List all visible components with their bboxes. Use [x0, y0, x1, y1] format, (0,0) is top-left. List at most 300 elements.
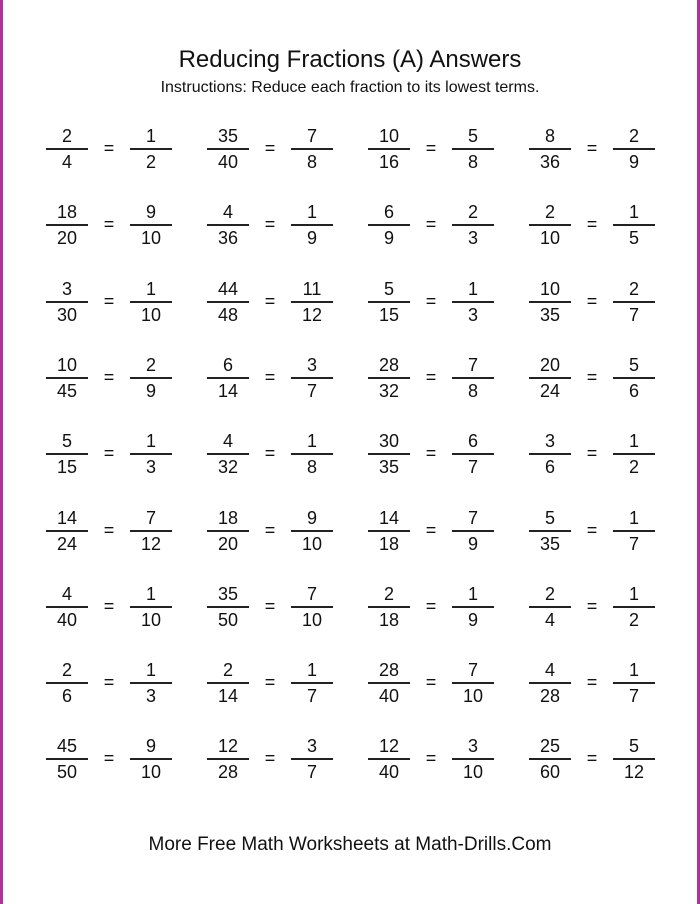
question-fraction-denominator: 36 [217, 227, 239, 248]
question-fraction-denominator: 36 [539, 151, 561, 172]
equals-sign: = [264, 138, 276, 158]
answer-fraction-numerator: 2 [628, 126, 639, 146]
fraction-bar [46, 301, 88, 303]
question-fraction-denominator: 15 [56, 456, 78, 477]
answer-fraction-numerator: 5 [628, 355, 639, 375]
answer-fraction-numerator: 1 [306, 202, 317, 222]
answer-fraction-denominator: 8 [467, 380, 478, 401]
answer-fraction [130, 202, 172, 248]
answer-fraction-denominator: 2 [145, 151, 156, 172]
question-fraction-denominator: 40 [217, 151, 239, 172]
answer-fraction [613, 431, 655, 477]
fraction-bar [207, 301, 249, 303]
question-fraction [529, 584, 571, 630]
fraction-problem [368, 431, 498, 481]
fraction-bar [207, 606, 249, 608]
answer-fraction-denominator: 10 [462, 685, 484, 706]
fraction-bar [207, 224, 249, 226]
answer-fraction-numerator: 7 [306, 584, 317, 604]
fraction-bar [613, 530, 655, 532]
question-fraction-denominator: 32 [378, 380, 400, 401]
fraction-problem [207, 660, 337, 710]
fraction-problem [368, 279, 498, 329]
answer-fraction-numerator: 9 [145, 736, 156, 756]
equals-sign: = [425, 520, 437, 540]
fraction-bar [368, 453, 410, 455]
answer-fraction [291, 279, 333, 325]
question-fraction-numerator: 35 [217, 584, 239, 604]
fraction-bar [46, 530, 88, 532]
answer-fraction-numerator: 1 [467, 279, 478, 299]
question-fraction-numerator: 3 [544, 431, 555, 451]
fraction-bar [46, 377, 88, 379]
answer-fraction-denominator: 3 [145, 685, 156, 706]
equals-sign: = [586, 672, 598, 692]
question-fraction-numerator: 18 [56, 202, 78, 222]
question-fraction [207, 584, 249, 630]
question-fraction-denominator: 35 [539, 304, 561, 325]
fraction-bar [368, 682, 410, 684]
fraction-bar [368, 758, 410, 760]
answer-fraction-numerator: 11 [302, 279, 322, 299]
answer-fraction-denominator: 10 [462, 761, 484, 782]
equals-sign: = [264, 520, 276, 540]
question-fraction-denominator: 6 [61, 685, 72, 706]
fraction-bar [452, 758, 494, 760]
question-fraction-denominator: 9 [383, 227, 394, 248]
question-fraction-numerator: 30 [378, 431, 400, 451]
equals-sign: = [425, 214, 437, 234]
worksheet-instructions: Instructions: Reduce each fraction to its lowest terms. [160, 79, 540, 96]
question-fraction [529, 202, 571, 248]
question-fraction-denominator: 50 [56, 761, 78, 782]
fraction-bar [46, 682, 88, 684]
fraction-bar [452, 682, 494, 684]
fraction-bar [452, 453, 494, 455]
question-fraction [207, 508, 249, 554]
question-fraction-numerator: 4 [544, 660, 555, 680]
question-fraction [207, 202, 249, 248]
question-fraction-numerator: 5 [383, 279, 394, 299]
fraction-bar [529, 606, 571, 608]
answer-fraction [130, 736, 172, 782]
question-fraction [207, 279, 249, 325]
fraction-problem [46, 584, 176, 634]
answer-fraction [452, 279, 494, 325]
fraction-bar [368, 148, 410, 150]
fraction-bar [130, 224, 172, 226]
fraction-bar [291, 530, 333, 532]
question-fraction-numerator: 12 [378, 736, 400, 756]
answer-fraction-denominator: 7 [628, 533, 639, 554]
fraction-problem [529, 736, 659, 786]
fraction-bar [529, 148, 571, 150]
equals-sign: = [425, 596, 437, 616]
equals-sign: = [425, 367, 437, 387]
answer-fraction-denominator: 9 [145, 380, 156, 401]
answer-fraction [452, 584, 494, 630]
question-fraction-denominator: 48 [217, 304, 239, 325]
question-fraction-numerator: 35 [217, 126, 239, 146]
answer-fraction-numerator: 7 [467, 355, 478, 375]
fraction-problem [46, 355, 176, 405]
fraction-bar [207, 758, 249, 760]
question-fraction [529, 431, 571, 477]
answer-fraction-denominator: 8 [467, 151, 478, 172]
fraction-bar [368, 530, 410, 532]
question-fraction [368, 431, 410, 477]
question-fraction-denominator: 24 [539, 380, 561, 401]
answer-fraction-numerator: 1 [628, 584, 639, 604]
equals-sign: = [264, 291, 276, 311]
question-fraction [368, 126, 410, 172]
question-fraction-denominator: 14 [217, 685, 239, 706]
question-fraction-numerator: 25 [539, 736, 561, 756]
equals-sign: = [586, 138, 598, 158]
answer-fraction-numerator: 3 [306, 355, 317, 375]
equals-sign: = [103, 291, 115, 311]
question-fraction-numerator: 10 [539, 279, 561, 299]
question-fraction-numerator: 2 [61, 660, 72, 680]
fraction-bar [613, 301, 655, 303]
equals-sign: = [264, 214, 276, 234]
answer-fraction-numerator: 7 [145, 508, 156, 528]
fraction-problem [529, 279, 659, 329]
answer-fraction-denominator: 2 [628, 609, 639, 630]
fraction-problem [46, 508, 176, 558]
fraction-bar [291, 377, 333, 379]
answer-fraction-denominator: 7 [628, 304, 639, 325]
question-fraction-numerator: 5 [544, 508, 555, 528]
fraction-problem [207, 584, 337, 634]
fraction-bar [207, 453, 249, 455]
answer-fraction [130, 508, 172, 554]
answer-fraction-numerator: 6 [467, 431, 478, 451]
fraction-problem [207, 126, 337, 176]
question-fraction-denominator: 6 [544, 456, 555, 477]
equals-sign: = [103, 748, 115, 768]
fraction-problem [529, 660, 659, 710]
fraction-bar [529, 301, 571, 303]
answer-fraction [291, 355, 333, 401]
answer-fraction [613, 355, 655, 401]
answer-fraction [130, 126, 172, 172]
fraction-bar [529, 453, 571, 455]
question-fraction-denominator: 18 [378, 609, 400, 630]
answer-fraction-numerator: 2 [628, 279, 639, 299]
question-fraction-denominator: 10 [539, 227, 561, 248]
equals-sign: = [103, 443, 115, 463]
answer-fraction-numerator: 7 [467, 508, 478, 528]
question-fraction-numerator: 12 [217, 736, 239, 756]
fraction-bar [130, 530, 172, 532]
question-fraction-numerator: 4 [222, 202, 233, 222]
answer-fraction [613, 126, 655, 172]
answer-fraction-denominator: 10 [140, 609, 162, 630]
answer-fraction-denominator: 8 [306, 456, 317, 477]
question-fraction [207, 355, 249, 401]
question-fraction-denominator: 20 [56, 227, 78, 248]
question-fraction [368, 508, 410, 554]
equals-sign: = [103, 138, 115, 158]
answer-fraction-numerator: 9 [145, 202, 156, 222]
answer-fraction-numerator: 7 [467, 660, 478, 680]
answer-fraction-numerator: 1 [145, 279, 156, 299]
question-fraction-denominator: 28 [217, 761, 239, 782]
fraction-problem [368, 126, 498, 176]
equals-sign: = [425, 443, 437, 463]
fraction-problem [207, 736, 337, 786]
answer-fraction [613, 660, 655, 706]
question-fraction-numerator: 2 [544, 584, 555, 604]
fraction-bar [368, 224, 410, 226]
question-fraction-denominator: 16 [378, 151, 400, 172]
answer-fraction-numerator: 1 [145, 584, 156, 604]
question-fraction [368, 279, 410, 325]
answer-fraction-denominator: 9 [628, 151, 639, 172]
equals-sign: = [586, 367, 598, 387]
answer-fraction-numerator: 9 [306, 508, 317, 528]
worksheet-title: Reducing Fractions (A) Answers [178, 46, 522, 73]
fraction-problem [46, 736, 176, 786]
question-fraction [529, 508, 571, 554]
fraction-bar [452, 530, 494, 532]
question-fraction-denominator: 4 [61, 151, 72, 172]
question-fraction-numerator: 28 [378, 660, 400, 680]
fraction-bar [46, 606, 88, 608]
answer-fraction [291, 508, 333, 554]
answer-fraction-denominator: 12 [301, 304, 323, 325]
equals-sign: = [103, 214, 115, 234]
fraction-problem [368, 584, 498, 634]
question-fraction-denominator: 28 [539, 685, 561, 706]
fraction-problem [529, 584, 659, 634]
question-fraction [529, 126, 571, 172]
answer-fraction-denominator: 2 [628, 456, 639, 477]
fraction-bar [130, 758, 172, 760]
answer-fraction-denominator: 7 [306, 380, 317, 401]
question-fraction-numerator: 10 [378, 126, 400, 146]
question-fraction [46, 660, 88, 706]
fraction-bar [291, 606, 333, 608]
question-fraction [368, 355, 410, 401]
question-fraction [207, 126, 249, 172]
question-fraction-numerator: 2 [383, 584, 394, 604]
fraction-problem [46, 126, 176, 176]
question-fraction-numerator: 3 [61, 279, 72, 299]
question-fraction-numerator: 5 [61, 431, 72, 451]
fraction-bar [452, 301, 494, 303]
question-fraction-numerator: 2 [61, 126, 72, 146]
answer-fraction [613, 584, 655, 630]
question-fraction-numerator: 4 [222, 431, 233, 451]
question-fraction [46, 126, 88, 172]
question-fraction [207, 431, 249, 477]
question-fraction [46, 279, 88, 325]
answer-fraction-denominator: 10 [301, 533, 323, 554]
equals-sign: = [586, 596, 598, 616]
fraction-problem [46, 279, 176, 329]
answer-fraction-numerator: 1 [628, 431, 639, 451]
question-fraction-numerator: 14 [378, 508, 400, 528]
question-fraction [529, 736, 571, 782]
fraction-bar [613, 682, 655, 684]
answer-fraction-denominator: 12 [623, 761, 645, 782]
equals-sign: = [586, 748, 598, 768]
fraction-bar [291, 453, 333, 455]
equals-sign: = [425, 138, 437, 158]
fraction-bar [368, 606, 410, 608]
question-fraction-denominator: 60 [539, 761, 561, 782]
question-fraction-denominator: 4 [544, 609, 555, 630]
fraction-problem [529, 126, 659, 176]
fraction-bar [529, 224, 571, 226]
question-fraction-numerator: 28 [378, 355, 400, 375]
question-fraction [368, 660, 410, 706]
fraction-problem [529, 431, 659, 481]
fraction-bar [368, 301, 410, 303]
answer-fraction-numerator: 1 [145, 660, 156, 680]
answer-fraction [130, 660, 172, 706]
answer-fraction-numerator: 1 [306, 431, 317, 451]
answer-fraction-denominator: 10 [140, 304, 162, 325]
fraction-bar [613, 377, 655, 379]
question-fraction-denominator: 24 [56, 533, 78, 554]
fraction-bar [291, 301, 333, 303]
fraction-problem [529, 202, 659, 252]
question-fraction [368, 202, 410, 248]
answer-fraction [130, 584, 172, 630]
fraction-bar [46, 224, 88, 226]
question-fraction-numerator: 20 [539, 355, 561, 375]
answer-fraction [291, 584, 333, 630]
answer-fraction-denominator: 10 [140, 227, 162, 248]
equals-sign: = [425, 291, 437, 311]
equals-sign: = [103, 672, 115, 692]
fraction-bar [613, 224, 655, 226]
fraction-bar [130, 148, 172, 150]
answer-fraction-denominator: 3 [145, 456, 156, 477]
answer-fraction [613, 508, 655, 554]
question-fraction-denominator: 15 [378, 304, 400, 325]
fraction-bar [207, 530, 249, 532]
answer-fraction-numerator: 1 [628, 508, 639, 528]
question-fraction [529, 355, 571, 401]
fraction-problem [529, 355, 659, 405]
equals-sign: = [425, 672, 437, 692]
question-fraction-numerator: 44 [217, 279, 239, 299]
question-fraction [46, 355, 88, 401]
equals-sign: = [425, 748, 437, 768]
answer-fraction [291, 660, 333, 706]
question-fraction-numerator: 6 [222, 355, 233, 375]
fraction-bar [130, 301, 172, 303]
fraction-bar [130, 453, 172, 455]
answer-fraction [452, 202, 494, 248]
answer-fraction [130, 355, 172, 401]
answer-fraction-denominator: 10 [140, 761, 162, 782]
question-fraction-denominator: 35 [378, 456, 400, 477]
fraction-bar [130, 606, 172, 608]
fraction-bar [529, 530, 571, 532]
fraction-problem [529, 508, 659, 558]
question-fraction [46, 431, 88, 477]
question-fraction-denominator: 14 [217, 380, 239, 401]
answer-fraction [452, 126, 494, 172]
fraction-bar [291, 682, 333, 684]
fraction-problem [207, 202, 337, 252]
question-fraction-denominator: 20 [217, 533, 239, 554]
fraction-bar [613, 758, 655, 760]
fraction-problem [368, 660, 498, 710]
question-fraction-denominator: 45 [56, 380, 78, 401]
equals-sign: = [103, 520, 115, 540]
fraction-bar [46, 758, 88, 760]
question-fraction [368, 736, 410, 782]
fraction-bar [130, 682, 172, 684]
answer-fraction-denominator: 7 [306, 685, 317, 706]
equals-sign: = [586, 520, 598, 540]
equals-sign: = [103, 596, 115, 616]
equals-sign: = [264, 748, 276, 768]
question-fraction-denominator: 40 [378, 761, 400, 782]
answer-fraction-numerator: 5 [628, 736, 639, 756]
question-fraction [46, 584, 88, 630]
answer-fraction-numerator: 1 [145, 126, 156, 146]
question-fraction-denominator: 40 [378, 685, 400, 706]
answer-fraction-denominator: 3 [467, 227, 478, 248]
fraction-bar [452, 377, 494, 379]
answer-fraction [452, 508, 494, 554]
answer-fraction-numerator: 2 [467, 202, 478, 222]
fraction-bar [291, 224, 333, 226]
answer-fraction [613, 202, 655, 248]
answer-fraction-denominator: 9 [467, 533, 478, 554]
fraction-bar [130, 377, 172, 379]
answer-fraction-numerator: 1 [628, 202, 639, 222]
fraction-bar [207, 148, 249, 150]
answer-fraction-numerator: 1 [145, 431, 156, 451]
fraction-problem [368, 508, 498, 558]
question-fraction [46, 508, 88, 554]
question-fraction-numerator: 18 [217, 508, 239, 528]
fraction-problem [207, 431, 337, 481]
question-fraction-denominator: 18 [378, 533, 400, 554]
answer-fraction-denominator: 7 [628, 685, 639, 706]
answer-fraction-numerator: 1 [467, 584, 478, 604]
question-fraction-denominator: 30 [56, 304, 78, 325]
equals-sign: = [586, 214, 598, 234]
question-fraction-numerator: 2 [544, 202, 555, 222]
answer-fraction-numerator: 7 [306, 126, 317, 146]
answer-fraction [291, 202, 333, 248]
equals-sign: = [264, 596, 276, 616]
question-fraction-numerator: 6 [383, 202, 394, 222]
answer-fraction-denominator: 5 [628, 227, 639, 248]
question-fraction [46, 202, 88, 248]
question-fraction [368, 584, 410, 630]
equals-sign: = [264, 672, 276, 692]
question-fraction [207, 660, 249, 706]
question-fraction-numerator: 10 [56, 355, 78, 375]
fraction-bar [207, 377, 249, 379]
answer-fraction [291, 431, 333, 477]
fraction-problem [368, 736, 498, 786]
answer-fraction-denominator: 7 [467, 456, 478, 477]
answer-fraction [452, 431, 494, 477]
equals-sign: = [264, 443, 276, 463]
answer-fraction [613, 279, 655, 325]
